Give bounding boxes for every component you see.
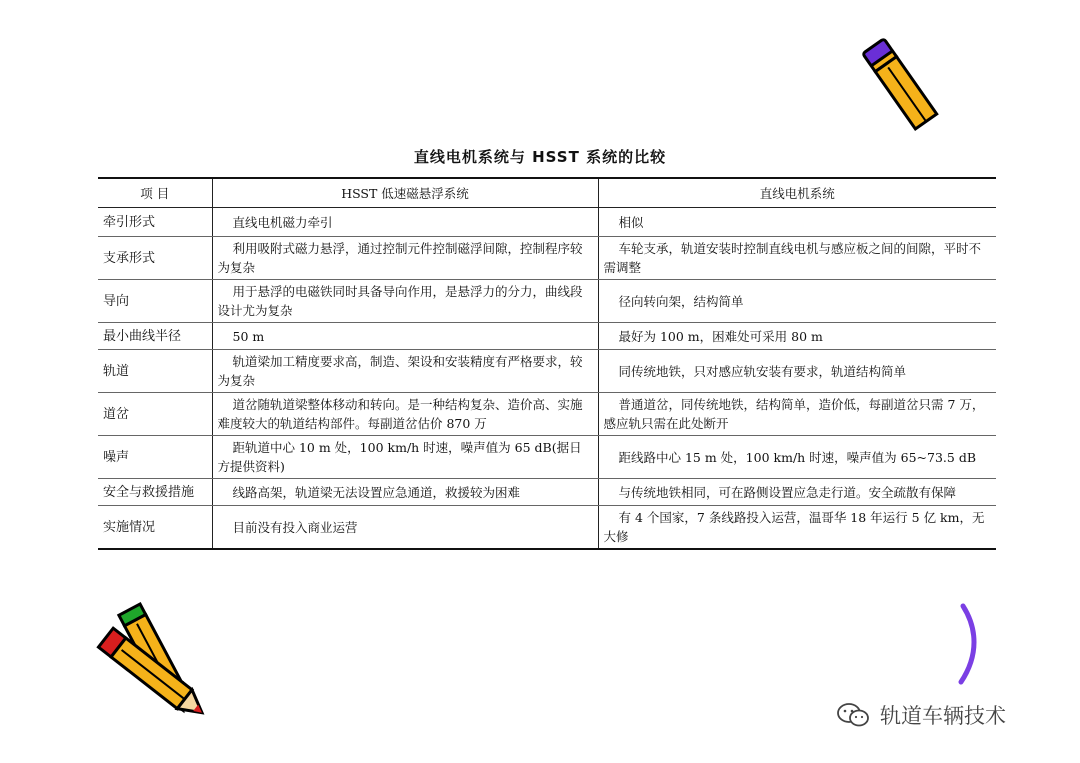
watermark xyxy=(836,700,1006,730)
table-row xyxy=(98,506,996,550)
linear-motor-cell: 有 4 个国家，7 条线路投入运营，温哥华 18 年运行 5 亿 km，无大修 xyxy=(598,506,996,550)
comparison-table xyxy=(98,177,996,550)
linear-motor-cell: 与传统地铁相同，可在路侧设置应急走行道。安全疏散有保障 xyxy=(598,479,996,506)
table-row xyxy=(98,237,996,280)
table-header-row xyxy=(98,178,996,208)
linear-motor-cell: 最好为 100 m，困难处可采用 80 m xyxy=(598,323,996,350)
row-label: 导向 xyxy=(98,280,212,323)
linear-motor-cell: 同传统地铁，只对感应轨安装有要求，轨道结构简单 xyxy=(598,350,996,393)
hsst-cell: 线路高架，轨道梁无法设置应急通道，救援较为困难 xyxy=(212,479,598,506)
table-row xyxy=(98,393,996,436)
table-row xyxy=(98,280,996,323)
row-label: 牵引形式 xyxy=(98,208,212,237)
comparison-table-container xyxy=(98,177,996,550)
linear-motor-cell: 径向转向架，结构简单 xyxy=(598,280,996,323)
header-item: 项 目 xyxy=(98,178,212,208)
purple-stroke xyxy=(955,600,985,690)
linear-motor-cell: 距线路中心 15 m 处，100 km/h 时速，噪声值为 65~73.5 dB xyxy=(598,436,996,479)
hsst-cell: 目前没有投入商业运营 xyxy=(212,506,598,550)
row-label: 安全与救援措施 xyxy=(98,479,212,506)
header-hsst: HSST 低速磁悬浮系统 xyxy=(212,178,598,208)
row-label: 最小曲线半径 xyxy=(98,323,212,350)
crossed-pencils-icon xyxy=(74,600,224,725)
linear-motor-cell: 车轮支承，轨道安装时控制直线电机与感应板之间的间隙，平时不需调整 xyxy=(598,237,996,280)
hsst-cell: 利用吸附式磁力悬浮，通过控制元件控制磁浮间隙，控制程序较为复杂 xyxy=(212,237,598,280)
hsst-cell: 道岔随轨道梁整体移动和转向。是一种结构复杂、造价高、实施难度较大的轨道结构部件。每副道岔估价 870 万 xyxy=(212,393,598,436)
table-row xyxy=(98,479,996,506)
table-row xyxy=(98,350,996,393)
table-row xyxy=(98,323,996,350)
linear-motor-cell: 普通道岔，同传统地铁，结构简单，造价低，每副道岔只需 7 万，感应轨只需在此处断开 xyxy=(598,393,996,436)
row-label: 支承形式 xyxy=(98,237,212,280)
row-label: 轨道 xyxy=(98,350,212,393)
hsst-cell: 用于悬浮的电磁铁同时具备导向作用，是悬浮力的分力，曲线段设计尤为复杂 xyxy=(212,280,598,323)
hsst-cell: 轨道梁加工精度要求高，制造、架设和安装精度有严格要求，较为复杂 xyxy=(212,350,598,393)
pencil-icon xyxy=(850,36,950,136)
row-label: 实施情况 xyxy=(98,506,212,550)
linear-motor-cell: 相似 xyxy=(598,208,996,237)
table-row xyxy=(98,208,996,237)
hsst-cell: 直线电机磁力牵引 xyxy=(212,208,598,237)
row-label: 噪声 xyxy=(98,436,212,479)
hsst-cell: 50 m xyxy=(212,323,598,350)
row-label: 道岔 xyxy=(98,393,212,436)
table-row xyxy=(98,436,996,479)
wechat-icon xyxy=(836,702,870,728)
hsst-cell: 距轨道中心 10 m 处，100 km/h 时速，噪声值为 65 dB(据日方提供资料) xyxy=(212,436,598,479)
watermark-text: 轨道车辆技术 xyxy=(880,704,1006,728)
table-title: 直线电机系统与 HSST 系统的比较 xyxy=(413,148,667,166)
header-linear-motor: 直线电机系统 xyxy=(598,178,996,208)
